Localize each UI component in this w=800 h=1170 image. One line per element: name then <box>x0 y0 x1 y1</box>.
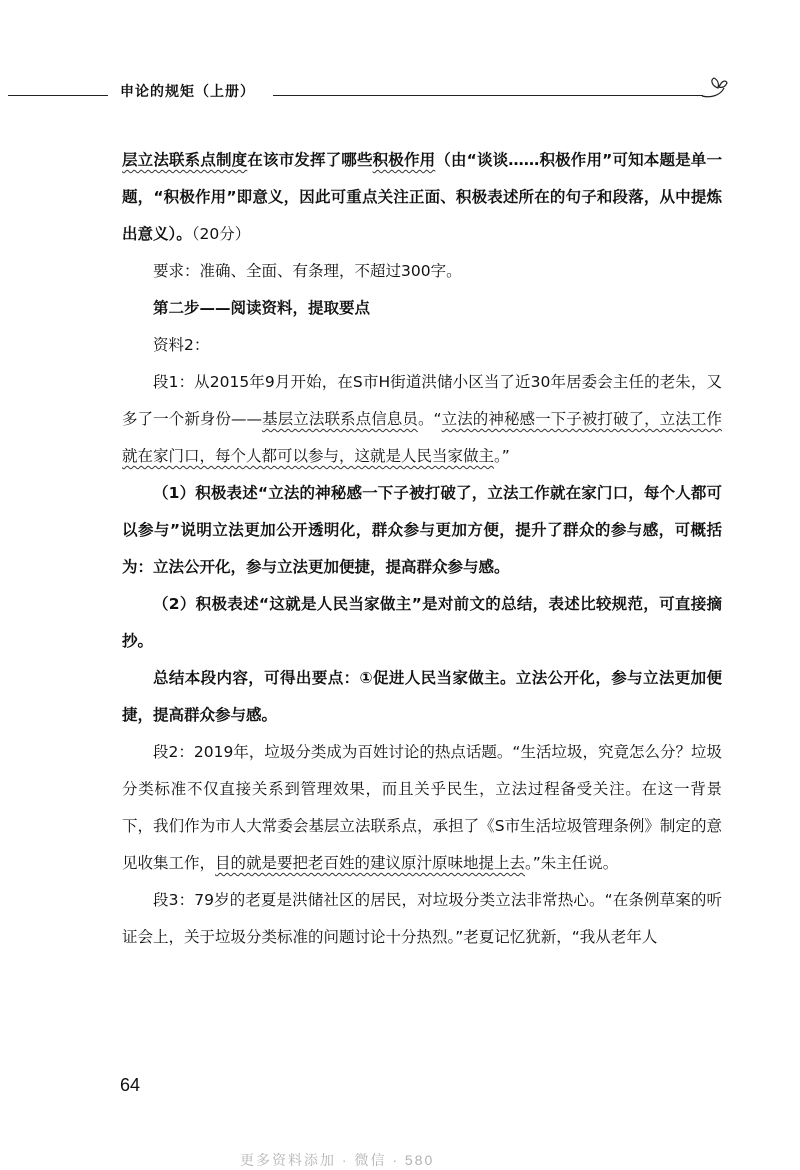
highlight-purpose: 目的就是要把老百姓的建议原汁原味地提上去 <box>215 854 526 872</box>
question-keyword-legislative-point: 层立法联系点制度 <box>122 151 248 169</box>
book-title: 申论的规矩（上册） <box>120 84 255 100</box>
requirement-text: 要求：准确、全面、有条理，不超过300字。 <box>153 262 462 280</box>
segment-summary: 总结本段内容，可得出要点：①促进人民当家做主。立法公开化，参与立法更加便捷，提高群众参与感。 <box>122 669 722 724</box>
analysis-note-2: （2）积极表述“这就是人民当家做主”是对前文的总结，表述比较规范，可直接摘抄。 <box>122 595 722 650</box>
question-paragraph: 层立法联系点制度在该市发挥了哪些积极作用（由“谈谈……积极作用”可知本题是单一题，“积极作用”即意义，因此可重点关注正面、积极表述所在的句子和段落，从中提炼出意义）。（20分） <box>122 151 722 243</box>
material-segment-2: 段2：2019年，垃圾分类成为百姓讨论的热点话题。“生活垃圾，究竟怎么分？垃圾分类标准不仅直接关系到管理效果，而且关乎民生，立法过程备受关注。在这一背景下，我们作为市人大常委会基层立法联系点，承担了《S市生活垃圾管理条例》制定的意见收集工作，目的就是要把老百姓的建议原汁原味地提上去。”朱主任说。 <box>122 743 722 872</box>
question-score: （20分） <box>191 225 251 243</box>
question-keyword-positive-effect: 积极作用 <box>372 151 436 169</box>
highlight-new-identity: 基层立法联系点信息员 <box>262 410 418 428</box>
material-segment-3: 段3：79岁的老夏是洪储社区的居民，对垃圾分类立法非常热心。“在条例草案的听证会上，关于垃圾分类标准的问题讨论十分热烈。”老夏记忆犹新，“我从老年人 <box>122 891 722 946</box>
header-rule-left <box>8 95 108 96</box>
step-heading: 第二步——阅读资料，提取要点 <box>153 299 371 317</box>
question-analysis: （由“谈谈……积极作用”可知本题是单一题，“积极作用”即意义，因此可重点关注正面、积极表述所在的句子和段落，从中提炼出意义）。 <box>122 151 722 243</box>
analysis-note-1: （1）积极表述“立法的神秘感一下子被打破了，立法工作就在家门口，每个人都可以参与”说明立法更加公开透明化，群众参与更加方便，提升了群众的参与感，可概括为：立法公开化，参与立法更加便捷，提高群众参与感。 <box>122 484 722 576</box>
page-number: 64 <box>120 1075 141 1095</box>
highlight-quote: 立法的神秘感一下子被打破了，立法工作就在家门口，每个人都可以参与，这就是人民当家做主 <box>122 410 722 465</box>
page-body <box>122 142 722 956</box>
material-segment-1: 段1：从2015年9月开始，在S市H街道洪储小区当了近30年居委会主任的老朱，又多了一个新身份——基层立法联系点信息员。“立法的神秘感一下子被打破了，立法工作就在家门口，每个人都可以参与，这就是人民当家做主。” <box>122 373 722 465</box>
running-header <box>8 78 723 106</box>
footer-watermark-text: 更多资料添加 · 微信 · 580 <box>240 1152 435 1168</box>
sprout-icon <box>698 72 728 102</box>
header-rule-right <box>273 95 703 96</box>
material-title: 资料2： <box>153 336 210 354</box>
